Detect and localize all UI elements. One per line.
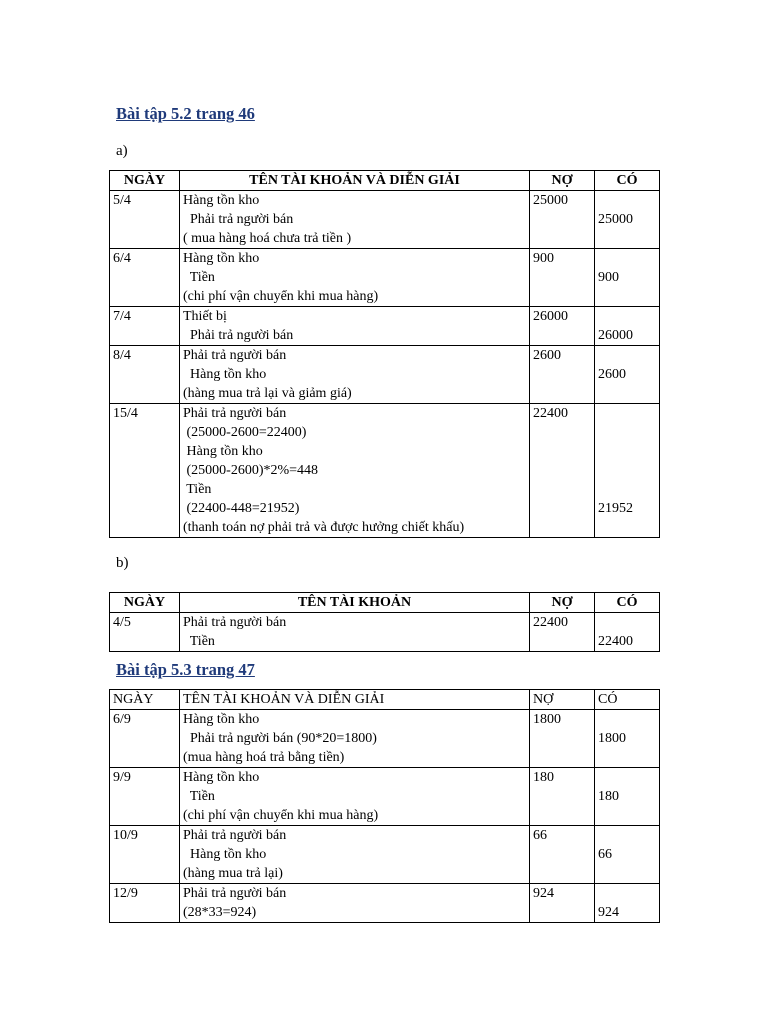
journal-table (109, 689, 660, 923)
table-row (110, 307, 660, 346)
debit-cell (530, 710, 595, 768)
description-cell (180, 404, 530, 538)
date-cell-text: 6/9 (113, 712, 131, 727)
spacer (598, 613, 656, 632)
date-cell (110, 307, 180, 346)
description-line: Phải trả người bán (183, 615, 287, 630)
date-cell-text: 4/5 (113, 615, 131, 630)
credit-value: 22400 (598, 634, 633, 649)
credit-value: 26000 (598, 328, 633, 343)
journal-table (109, 170, 660, 538)
spacer (598, 442, 656, 461)
description-line: Hàng tồn kho (183, 251, 260, 266)
credit-value: 25000 (598, 212, 633, 227)
description-line: Phải trả người bán (90*20=1800) (183, 731, 377, 746)
table-row (110, 346, 660, 404)
spacer (598, 249, 656, 268)
column-header: NỢ (530, 690, 595, 710)
debit-cell (530, 826, 595, 884)
credit-value: 924 (598, 905, 619, 920)
description-line: (chi phí vận chuyển khi mua hàng) (183, 808, 379, 823)
debit-cell (530, 884, 595, 923)
header-row (110, 593, 660, 613)
column-header: NGÀY (110, 593, 180, 613)
description-line: Tiền (183, 634, 215, 649)
credit-cell (595, 191, 660, 249)
credit-cell (595, 404, 660, 538)
date-cell (110, 346, 180, 404)
description-line: (hàng mua trả lại và giảm giá) (183, 386, 352, 401)
date-cell-text: 10/9 (113, 828, 138, 843)
table-row (110, 710, 660, 768)
column-header: NGÀY (110, 171, 180, 191)
debit-cell-text: 26000 (533, 309, 568, 324)
description-line: Hàng tồn kho (183, 367, 267, 382)
column-header: TÊN TÀI KHOẢN (180, 593, 530, 613)
date-cell-text: 12/9 (113, 886, 138, 901)
debit-cell-text: 900 (533, 251, 554, 266)
description-line: (hàng mua trả lại) (183, 866, 283, 881)
debit-cell (530, 191, 595, 249)
table-row (110, 249, 660, 307)
credit-value: 1800 (598, 731, 626, 746)
debit-cell (530, 768, 595, 826)
credit-cell (595, 613, 660, 652)
date-cell (110, 710, 180, 768)
column-header: NGÀY (110, 690, 180, 710)
debit-cell (530, 404, 595, 538)
date-cell (110, 249, 180, 307)
debit-cell (530, 613, 595, 652)
spacer (598, 768, 656, 787)
table-row (110, 191, 660, 249)
description-cell (180, 826, 530, 884)
description-cell (180, 249, 530, 307)
description-line: (mua hàng hoá trả bằng tiền) (183, 750, 345, 765)
credit-value: 21952 (598, 501, 633, 516)
table-row (110, 884, 660, 923)
header-row (110, 690, 660, 710)
credit-cell (595, 826, 660, 884)
description-line: Tiền (183, 789, 215, 804)
column-header: CÓ (595, 171, 660, 191)
credit-cell (595, 307, 660, 346)
debit-cell-text: 2600 (533, 348, 561, 363)
date-cell (110, 404, 180, 538)
description-cell (180, 710, 530, 768)
description-line: Phải trả người bán (183, 348, 287, 363)
description-cell (180, 613, 530, 652)
description-line: Phải trả người bán (183, 212, 294, 227)
table-row (110, 768, 660, 826)
description-line: Hàng tồn kho (183, 444, 263, 459)
column-header: CÓ (595, 690, 660, 710)
spacer (598, 346, 656, 365)
credit-value: 900 (598, 270, 619, 285)
date-cell-text: 8/4 (113, 348, 131, 363)
debit-cell (530, 346, 595, 404)
description-line: Hàng tồn kho (183, 770, 260, 785)
description-line: Phải trả người bán (183, 328, 294, 343)
description-cell (180, 768, 530, 826)
date-cell-text: 9/9 (113, 770, 131, 785)
description-line: Thiết bị (183, 309, 227, 324)
credit-value: 180 (598, 789, 619, 804)
spacer (598, 404, 656, 423)
description-line: (chi phí vận chuyển khi mua hàng) (183, 289, 379, 304)
column-header: TÊN TÀI KHOẢN VÀ DIỄN GIẢI (180, 690, 530, 710)
description-line: Phải trả người bán (183, 828, 287, 843)
debit-cell (530, 307, 595, 346)
credit-cell (595, 249, 660, 307)
spacer (598, 423, 656, 442)
description-line: Hàng tồn kho (183, 847, 267, 862)
date-cell (110, 884, 180, 923)
credit-value: 66 (598, 847, 612, 862)
description-line: (28*33=924) (183, 905, 257, 920)
description-line: Tiền (183, 270, 215, 285)
spacer (598, 826, 656, 845)
debit-cell-text: 180 (533, 770, 554, 785)
spacer (598, 461, 656, 480)
description-line: ( mua hàng hoá chưa trả tiền ) (183, 231, 352, 246)
description-line: Hàng tồn kho (183, 712, 260, 727)
debit-cell-text: 1800 (533, 712, 561, 727)
description-line: (25000-2600=22400) (183, 425, 307, 440)
spacer (598, 191, 656, 210)
column-header: CÓ (595, 593, 660, 613)
description-cell (180, 307, 530, 346)
table-row (110, 613, 660, 652)
column-header: NỢ (530, 593, 595, 613)
table-row (110, 404, 660, 538)
date-cell (110, 191, 180, 249)
date-cell-text: 5/4 (113, 193, 131, 208)
description-cell (180, 884, 530, 923)
spacer (598, 307, 656, 326)
column-header: NỢ (530, 171, 595, 191)
description-cell (180, 346, 530, 404)
description-line: Tiền (183, 482, 212, 497)
description-line: (22400-448=21952) (183, 501, 300, 516)
section-title: Bài tập 5.3 trang 47 (116, 660, 255, 679)
section-title: Bài tập 5.2 trang 46 (116, 104, 255, 123)
part-label: a) (116, 143, 128, 159)
debit-cell-text: 66 (533, 828, 547, 843)
debit-cell-text: 22400 (533, 406, 568, 421)
table-row (110, 826, 660, 884)
date-cell-text: 6/4 (113, 251, 131, 266)
part-label: b) (116, 555, 129, 571)
description-line: (25000-2600)*2%=448 (183, 463, 319, 478)
column-header: TÊN TÀI KHOẢN VÀ DIỄN GIẢI (180, 171, 530, 191)
credit-cell (595, 768, 660, 826)
credit-cell (595, 710, 660, 768)
description-cell (180, 191, 530, 249)
spacer (598, 884, 656, 903)
spacer (598, 710, 656, 729)
description-line: Phải trả người bán (183, 886, 287, 901)
date-cell (110, 826, 180, 884)
header-row (110, 171, 660, 191)
credit-cell (595, 884, 660, 923)
credit-cell (595, 346, 660, 404)
date-cell-text: 15/4 (113, 406, 138, 421)
debit-cell-text: 25000 (533, 193, 568, 208)
description-line: Hàng tồn kho (183, 193, 260, 208)
credit-value: 2600 (598, 367, 626, 382)
description-line: (thanh toán nợ phải trả và được hưởng chiết khấu) (183, 520, 465, 535)
debit-cell-text: 22400 (533, 615, 568, 630)
date-cell (110, 613, 180, 652)
spacer (598, 480, 656, 499)
debit-cell (530, 249, 595, 307)
date-cell-text: 7/4 (113, 309, 131, 324)
date-cell (110, 768, 180, 826)
journal-table (109, 592, 660, 652)
description-line: Phải trả người bán (183, 406, 287, 421)
debit-cell-text: 924 (533, 886, 554, 901)
